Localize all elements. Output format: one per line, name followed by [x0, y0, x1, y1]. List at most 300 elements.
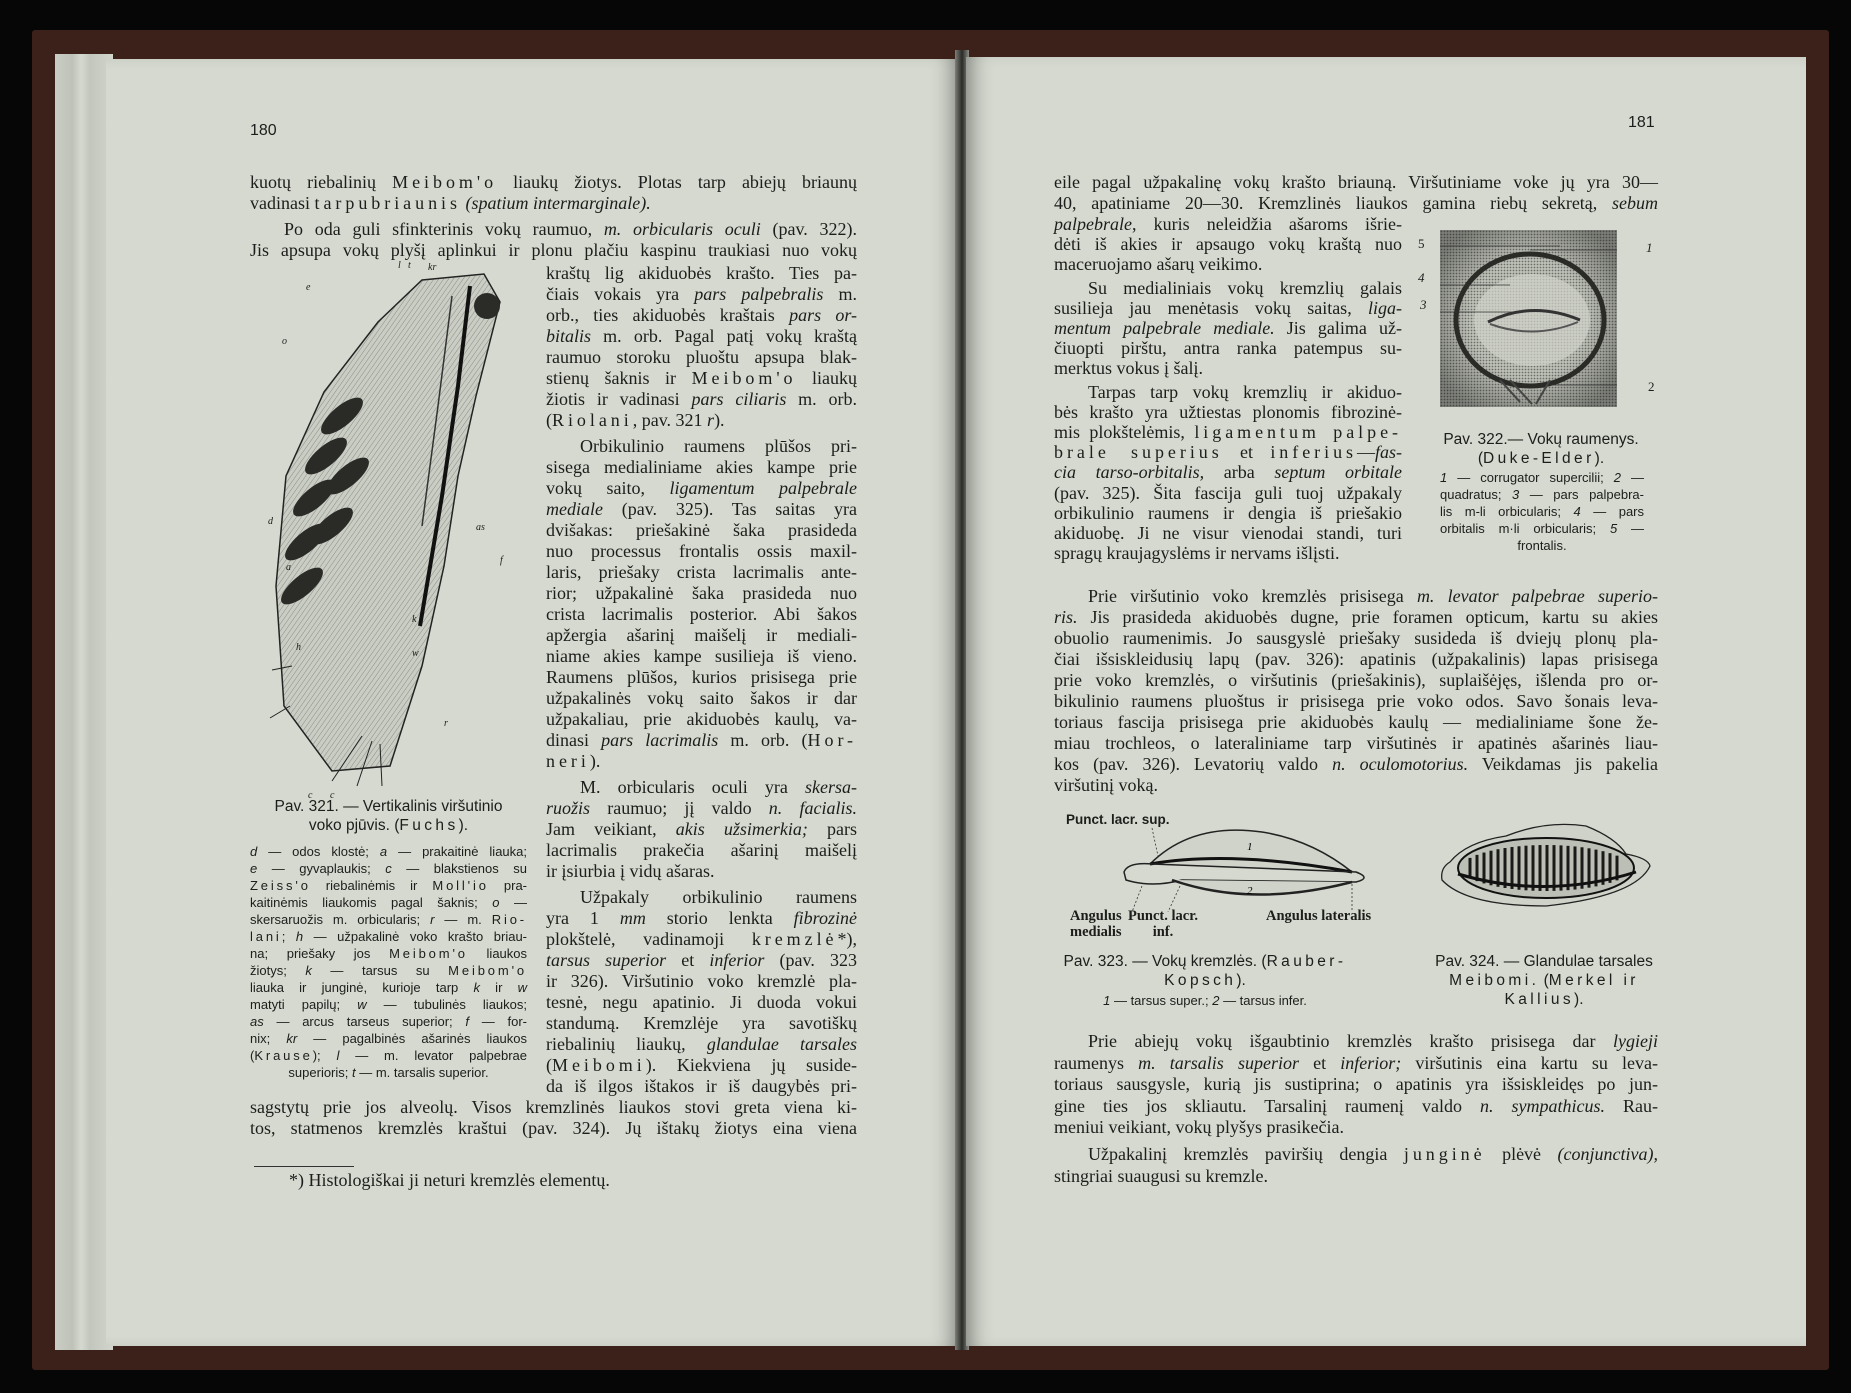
text-run: , kuris neleidžia ašaroms išrie- [1132, 214, 1402, 234]
text-run: niame akies kampe susilieja iš vieno. [546, 646, 857, 666]
italic-term: m. levator palpebrae superio- [1416, 586, 1658, 606]
text-run: lis m-li orbicularis; [1440, 504, 1574, 519]
text-line [1054, 298, 1402, 318]
text-run: Rau- [1604, 1095, 1658, 1116]
text-block-top [250, 172, 857, 261]
text-run: Jis apsupa vokų plyšį aplinkui ir plonu plačiu kaspinu traukiasi nuo vokų [250, 240, 857, 260]
text-run: orbitalis m·li orbicularis; [1440, 521, 1610, 536]
text-line [546, 410, 857, 431]
text-line [250, 1013, 527, 1030]
italic-term: 5 [1609, 521, 1618, 536]
spaced-term: Duke-Elder [1483, 450, 1595, 467]
text-run: bės krašto yra užtiestas plonomis fibrozinė- [1054, 401, 1402, 422]
text-run: — tubulinės liaukos; [366, 997, 528, 1012]
figure-321-label: kr [428, 262, 437, 273]
text-run: raumenys [1054, 1052, 1139, 1073]
text-line [1054, 543, 1402, 563]
figure-321-label: o [282, 336, 287, 347]
figure-321-label: d [268, 516, 273, 527]
spaced-term: brale superius [1054, 442, 1223, 463]
text-run: gine ties jos skliautu. Tarsalinį raumenį valdo [1054, 1095, 1480, 1116]
text-run: yra 1 [546, 908, 620, 928]
text-line [546, 457, 857, 478]
spaced-term: Meibomi. [1449, 972, 1540, 989]
text-run: užpakalinės vokų saito šakos ir dar [546, 688, 857, 708]
figure-323-label-angulus-lateralis: Angulus lateralis [1266, 908, 1372, 924]
text-run: — corrugator supercilii; [1447, 470, 1614, 485]
spaced-term: Riolani [552, 410, 633, 430]
figure-321-label: c [330, 790, 335, 801]
text-line [1054, 586, 1658, 607]
figure-321-label: w [412, 648, 419, 659]
text-run: nix; [250, 1031, 287, 1046]
italic-term: a [379, 844, 388, 859]
figure-323-inner-label: 2 [1247, 885, 1253, 897]
text-line [250, 797, 527, 816]
text-run: maceruojamo ašarų veikimo. [1054, 254, 1263, 275]
text-line [546, 541, 857, 562]
text-run: dinasi [546, 730, 602, 750]
italic-term: tarsus superior [546, 950, 667, 970]
text-run: tesnė, negu apatinio. Ji duoda vokui [546, 992, 857, 1012]
text-run: riebalinių liaukų, [546, 1034, 707, 1054]
text-run: frontalis. [1517, 538, 1567, 553]
text-line [1056, 992, 1354, 1009]
text-run: Užpakaly orbikulinio raumens [580, 887, 857, 907]
figure-321-label: a [286, 562, 291, 573]
italic-term: pars ciliaris [691, 389, 787, 409]
text-run: dėti iš akies ir apsaugo vokų kraštą nuo [1054, 234, 1402, 255]
text-run: ). [714, 410, 725, 430]
italic-term: r [707, 410, 715, 430]
text-run: kos (pav. 326). Levatorių valdo [1054, 754, 1333, 774]
text-run: Užpakalinį kremzlės paviršių dengia [1088, 1143, 1404, 1164]
italic-term: mentum palpebrale mediale. [1054, 318, 1275, 339]
text-run: liaukos [467, 946, 528, 961]
text-run: — prakaitinė liauka; [387, 844, 527, 859]
text-run: voko pjūvis. ( [308, 817, 400, 834]
text-run: — [1357, 442, 1375, 463]
italic-term: pars or- [789, 305, 857, 325]
text-run: m. orb. [786, 389, 858, 409]
text-run: — tarsus infer. [1219, 993, 1307, 1008]
text-run: liaukų žiotys. Plotas tarp abiejų briaunų [497, 172, 857, 192]
text-run: spragų kraujagyslėms ir nervams išlįsti. [1054, 543, 1340, 564]
text-run: ir įsiurbia į vidų ašaras. [546, 861, 715, 881]
figure-323-legend [1056, 992, 1354, 1009]
text-block-bottom [250, 1097, 857, 1139]
italic-term: f [465, 1014, 470, 1029]
text-run: Po oda guli sfinkterinis vokų raumuo, [284, 219, 604, 239]
text-run: 40, apatiniame 20—30. Kremzlinės liaukos gamina riebų sekretą, [1054, 193, 1612, 213]
italic-term: sebum [1612, 193, 1658, 213]
text-run: storio lenkta [645, 908, 794, 928]
spaced-term: Meibom'o [389, 946, 468, 961]
text-run: raumuo storoku pluoštu apsupa blak- [546, 347, 857, 367]
text-run: tos, statmenos kremzlės kraštui (pav. 324). Jų ištakų žiotys eina viena [250, 1118, 857, 1138]
text-line [250, 894, 527, 911]
italic-term: c [385, 861, 392, 876]
text-line [250, 843, 527, 860]
text-line [546, 1076, 857, 1097]
text-block-bottom [1054, 1031, 1658, 1187]
text-run: — odos klostė; [257, 844, 380, 859]
spaced-term: junginė [1403, 1143, 1486, 1164]
text-run: vokų saito, [546, 478, 670, 498]
text-run: dvišakas: priešakinė šaka prasideda [546, 520, 857, 540]
text-run: — pars palpebra- [1519, 487, 1644, 502]
text-run: ; [281, 929, 296, 944]
text-run: rior; užpakalinė šaka prasideda nuo [546, 583, 857, 603]
text-run: mis plokštelėmis, [1054, 422, 1195, 443]
text-run: — gyvaplaukis; [257, 861, 386, 876]
text-run: m. [823, 284, 857, 304]
text-line [546, 436, 857, 457]
italic-term: e [250, 861, 258, 876]
spaced-term: Meibomi [552, 1055, 646, 1075]
text-run: Raumens plūšos, kurios prisisega prie [546, 667, 857, 687]
spaced-term: Moll'io [432, 878, 489, 893]
spaced-term: Meibom'o [392, 172, 498, 192]
italic-term: m. tarsalis superior [1138, 1052, 1299, 1073]
italic-term: w [517, 980, 527, 995]
italic-term: 3 [1511, 487, 1520, 502]
text-line [546, 667, 857, 688]
italic-term: ris. [1054, 607, 1078, 627]
text-line [1054, 442, 1402, 462]
spaced-term: Hor- [807, 730, 858, 750]
text-run: (pav. 325). Šita fascija guli tuoj užpakaly [1054, 482, 1402, 503]
text-run: ( [250, 1048, 255, 1063]
text-run: — [1620, 470, 1644, 485]
text-run: ( [1477, 450, 1484, 467]
figure-322-label: 4 [1418, 270, 1425, 285]
text-run: ). [1594, 450, 1605, 467]
text-run: ( [1539, 972, 1549, 989]
text-run: viršutinį voką. [1054, 775, 1158, 795]
text-run: plėvė [1485, 1143, 1558, 1164]
text-run: Pav. 321. — Vertikalinis viršutinio [274, 798, 503, 815]
text-line [1432, 449, 1650, 468]
italic-term: m. orbicularis oculi [603, 219, 761, 239]
spaced-term: Kopsch [1164, 972, 1237, 989]
text-line [1054, 607, 1658, 628]
italic-term: r [430, 912, 435, 927]
text-run: akiduobę. Ji ne visur vienodai standi, turi [1054, 523, 1402, 544]
italic-term: 1 [1103, 993, 1111, 1008]
spaced-term: inferius [1270, 442, 1357, 463]
text-run: M. orbicularis oculi yra [580, 777, 805, 797]
text-line [546, 819, 857, 840]
text-run: et [1222, 442, 1271, 463]
spaced-term: lani [250, 929, 282, 944]
spaced-term: Rauber- [1266, 953, 1347, 970]
text-run: viršutinis eina kartu su leva- [1401, 1052, 1658, 1073]
spaced-term: Rio- [491, 912, 527, 927]
text-run: Su medialiniais vokų kremzlių galais [1088, 277, 1402, 298]
text-run: čiai išsiskleidusių lapų (pav. 326): apatinis (užpakalinis) lapas prisisega [1054, 649, 1658, 669]
text-run: Orbikulinio raumens plūšos pri- [580, 436, 857, 456]
text-line [250, 928, 527, 945]
text-line [1440, 469, 1644, 486]
text-line [546, 368, 857, 389]
text-line [1054, 318, 1402, 338]
spaced-term: Meibom'o [691, 368, 797, 388]
figure-322-label: 1 [1646, 240, 1653, 255]
text-run: , pav. 321 [632, 410, 708, 430]
text-run: merktus vokus į šalį. [1054, 358, 1203, 379]
italic-term: h [295, 929, 304, 944]
italic-term: w [357, 997, 367, 1012]
text-line [1054, 402, 1402, 422]
text-line [1054, 733, 1658, 754]
text-run: užpakaliau, prie akiduobės kaulų, va- [546, 709, 857, 729]
text-run: ). [1236, 972, 1246, 989]
text-run: kuotų riebalinių [250, 172, 393, 192]
spaced-term: tarpubriaunis [314, 193, 461, 213]
italic-term: bitalis [546, 326, 592, 346]
text-line [546, 326, 857, 347]
text-line [1424, 952, 1664, 971]
italic-term: inferior; [1340, 1052, 1402, 1073]
text-line [546, 347, 857, 368]
text-line [546, 1055, 857, 1076]
text-line [1440, 486, 1644, 503]
spaced-term: Merkel ir [1548, 972, 1639, 989]
text-run: orb., ties akiduobės kraštais [546, 305, 790, 325]
text-line [546, 1013, 857, 1034]
page-number: 181 [1628, 114, 1655, 131]
figure-321-label: h [296, 642, 301, 653]
text-line [1054, 422, 1402, 442]
text-run: laris, priešaky crista lacrimalis ante- [546, 562, 857, 582]
text-run: orbikulinio raumens ir dengia iš priešakio [1054, 502, 1402, 523]
italic-term: ruožis [546, 798, 591, 818]
text-line [1054, 1096, 1658, 1118]
text-run: — [499, 895, 527, 910]
footnote: *) Histologiškai ji neturi kremzlės elementų. [289, 1170, 610, 1190]
text-line [1054, 1053, 1658, 1075]
italic-term: t [352, 1065, 356, 1080]
italic-term: 1 [1440, 470, 1448, 485]
spaced-term: Krause [254, 1048, 313, 1063]
figure-321-label: r [444, 718, 448, 729]
text-line [1054, 193, 1658, 214]
text-run: m. orb. ( [718, 730, 808, 750]
text-run: ir [479, 980, 518, 995]
italic-term: o [492, 895, 500, 910]
figure-321-label: as [476, 522, 485, 533]
text-line [546, 971, 857, 992]
text-line [1054, 503, 1402, 523]
figure-323-label-punct-sup: Punct. lacr. sup. [1066, 812, 1170, 827]
figure-321-label: k [412, 614, 417, 625]
text-run: Prie abiejų vokų išgaubtinio kremzlės krašto prisisega dar [1088, 1031, 1614, 1051]
text-run: toriaus fascija prisisega prie akiduobės kaulų — medialiniame šone že- [1054, 712, 1658, 732]
spaced-term: kremzlė [751, 929, 838, 949]
text-line [1054, 691, 1658, 712]
text-run: ). [589, 751, 601, 771]
text-run: obuolio raumenimis. Jo sausgyslė priešaky susideda iš dviejų plonų pla- [1054, 628, 1658, 648]
text-line [1054, 172, 1658, 193]
italic-term: as [250, 1014, 264, 1029]
italic-term: (spatium intermarginale). [465, 193, 651, 213]
text-run: — tarsus su [311, 963, 449, 978]
text-line [1424, 990, 1664, 1009]
italic-term: l [336, 1048, 340, 1063]
text-run: Pav. 324. — Glandulae tarsales [1435, 953, 1653, 970]
text-run: et [1298, 1052, 1341, 1073]
figure-323-label-angulus-medialis: Angulus medialis [1070, 908, 1122, 940]
figure-322-label: 3 [1420, 297, 1427, 312]
text-run: eile pagal užpakalinę vokų krašto briauną. Viršutiniame voke jų yra 30— [1054, 172, 1658, 192]
text-line [546, 562, 857, 583]
italic-term: 4 [1573, 504, 1581, 519]
italic-term: n. oculomotorius. [1332, 754, 1469, 774]
text-run: — [1617, 521, 1644, 536]
figure-322-label: 5 [1418, 236, 1425, 251]
text-run: pra- [488, 878, 527, 893]
text-line [250, 1118, 857, 1139]
text-line [250, 219, 857, 240]
text-line [1054, 1031, 1658, 1053]
text-run: ); [312, 1048, 337, 1063]
text-run: *), [837, 929, 857, 949]
text-run: miau trochleos, o lateraliniame tarp viršutinės ir apatinės ašarinės liau- [1054, 733, 1658, 753]
text-line [250, 193, 857, 214]
spaced-term: Meibom'o [448, 963, 527, 978]
text-run: lacrimalis prakečia ašarinį maišelį [546, 840, 857, 860]
text-run: ). Kiekviena jų suside- [645, 1055, 857, 1075]
text-run: ( [546, 410, 552, 430]
text-run: žiotys; [250, 963, 306, 978]
text-line [546, 478, 857, 499]
text-line [250, 1064, 527, 1081]
text-line [250, 877, 527, 894]
text-line [1054, 1117, 1658, 1139]
text-line [1054, 754, 1658, 775]
italic-term: inferior [709, 950, 765, 970]
text-run: žiotis ir vadinasi [546, 389, 692, 409]
italic-term: pars palpebralis [694, 284, 824, 304]
figure-322-eye-muscles [1440, 230, 1617, 407]
figure-324-caption [1424, 952, 1664, 1009]
text-line [1054, 1074, 1658, 1096]
text-run: sisega medialiniame akies kampe prie [546, 457, 857, 477]
text-column [546, 263, 857, 1097]
text-run: Jis prasideda akiduobės dugne, prie foramen opticum, kartu su akies [1077, 607, 1658, 627]
figure-324-meibomian-glands [1436, 818, 1654, 914]
text-block-middle [1054, 586, 1658, 796]
footnote-rule [254, 1166, 354, 1167]
text-line [546, 305, 857, 326]
text-run: (pav. 325). Tas saitas yra [602, 499, 857, 519]
text-run: kaitinėmis liaukomis pagal šaknis; [250, 895, 493, 910]
text-run: — užpakalinė voko krašto briau- [303, 929, 527, 944]
text-line [546, 1034, 857, 1055]
italic-term: 2 [1613, 470, 1621, 485]
italic-term: mm [619, 908, 646, 928]
text-line [546, 887, 857, 908]
text-run: quadratus; [1440, 487, 1512, 502]
text-run: — pars [1580, 504, 1645, 519]
text-run: crista lacrimalis posterior. Abi šakos [546, 604, 857, 624]
text-run: — m. tarsalis superior. [355, 1065, 489, 1080]
italic-term: liga- [1368, 297, 1402, 318]
figure-321-label: t [408, 260, 411, 271]
text-run: — tarsus super.; [1110, 993, 1213, 1008]
text-line [546, 499, 857, 520]
text-line [1054, 1144, 1658, 1166]
text-line [1054, 1166, 1658, 1188]
italic-term: 2 [1212, 993, 1220, 1008]
figure-321-label: f [500, 555, 503, 566]
text-run: matyti papilų; [250, 997, 358, 1012]
text-line [1054, 234, 1402, 254]
text-run: riebalinėmis ir [310, 878, 433, 893]
text-run: vadinasi [250, 193, 315, 213]
spaced-term: Fuchs [399, 817, 459, 834]
text-line [546, 709, 857, 730]
text-run: Jis galima už- [1274, 318, 1403, 339]
italic-term: cia tarso-orbitalis, [1054, 462, 1205, 483]
text-line [1054, 254, 1402, 274]
text-line [1054, 483, 1402, 503]
text-line [546, 263, 857, 284]
text-run: — blakstienos su [391, 861, 527, 876]
text-run: ( [546, 1055, 552, 1075]
figure-322-legend [1440, 469, 1644, 554]
spaced-term: Kallius [1504, 991, 1575, 1008]
text-line [546, 389, 857, 410]
text-run: ). [1574, 991, 1584, 1008]
text-line [1054, 358, 1402, 378]
text-line [1054, 628, 1658, 649]
text-line [1054, 462, 1402, 482]
figure-322-caption [1432, 430, 1650, 468]
text-line [546, 840, 857, 861]
text-block-top [1054, 172, 1658, 214]
italic-term: d [250, 844, 258, 859]
text-run: Veikdamas jis pakelia [1468, 754, 1658, 774]
spaced-term: neri [546, 751, 590, 771]
text-line [1054, 523, 1402, 543]
text-run: standumą. Kremzlėje yra savotiškų [546, 1013, 857, 1033]
italic-term: akis užsimerkia; [675, 819, 808, 839]
italic-term: ligamentum palpebrale [669, 478, 857, 498]
text-line [546, 625, 857, 646]
italic-term: palpebrale [1054, 214, 1132, 234]
text-run: toriaus sausgysle, kurią jis sustiprina; o apatinis yra išsiskleidęs po jun- [1054, 1074, 1658, 1095]
text-column [1054, 214, 1402, 563]
text-run: (pav. 322). [760, 219, 858, 239]
text-line [1054, 670, 1658, 691]
text-line [1440, 520, 1644, 537]
italic-term: lygieji [1613, 1031, 1658, 1051]
figure-321-label: c [308, 790, 313, 801]
figure-323-label-punct-inf: Punct. lacr. inf. [1128, 908, 1198, 940]
figure-321-caption [250, 797, 527, 835]
text-line [1054, 278, 1402, 298]
text-line [546, 798, 857, 819]
text-line [1440, 503, 1644, 520]
text-run: skersaruožis m. orbicularis; [250, 912, 431, 927]
text-line [250, 911, 527, 928]
text-line [250, 816, 527, 835]
text-line [546, 929, 857, 950]
text-line [1054, 338, 1402, 358]
text-line [546, 992, 857, 1013]
